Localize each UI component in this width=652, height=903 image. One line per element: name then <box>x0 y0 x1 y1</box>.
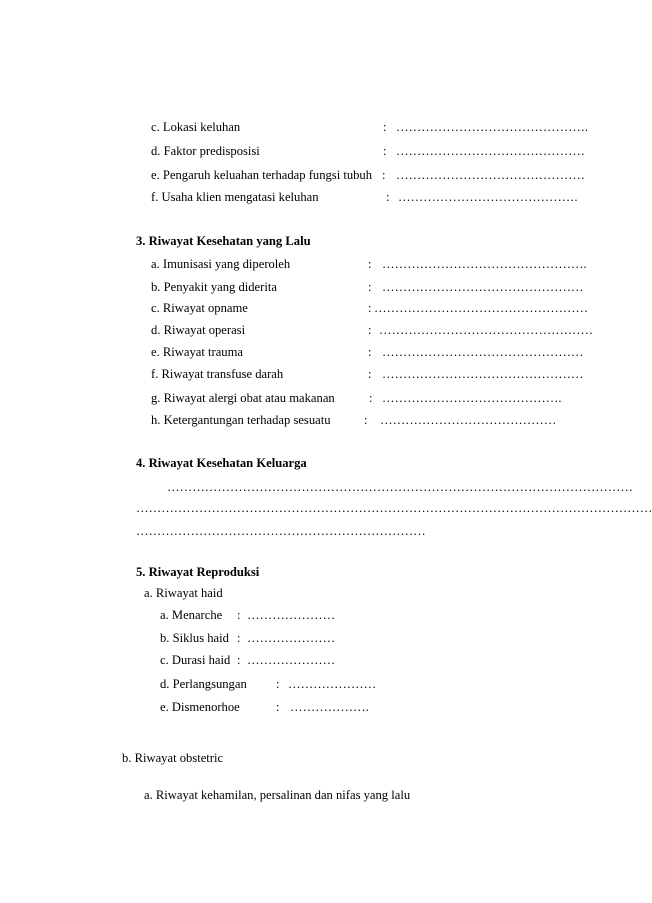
ketergantungan-dots: …………………………………… <box>380 413 557 427</box>
usaha-klien-colon: : <box>386 190 390 204</box>
penyakit-colon: : <box>368 280 372 294</box>
menarche-dots: ………………… <box>247 608 336 622</box>
trauma-label: e. Riwayat trauma <box>151 345 243 359</box>
faktor-predisposisi-colon: : <box>383 144 387 158</box>
faktor-predisposisi-label: d. Faktor predisposisi <box>151 144 260 158</box>
durasi-haid-label: c. Durasi haid <box>160 653 231 667</box>
usaha-klien-dots: ……………………………………. <box>398 190 578 204</box>
dismenorhoe-dots: ………………. <box>290 700 369 714</box>
opname-dots: …………………………………………… <box>374 301 589 315</box>
usaha-klien-label: f. Usaha klien mengatasi keluhan <box>151 190 319 204</box>
imunisasi-colon: : <box>368 257 372 271</box>
faktor-predisposisi-dots: ……………………………………… <box>396 144 585 158</box>
riwayat-haid-label: a. Riwayat haid <box>144 586 223 600</box>
alergi-label: g. Riwayat alergi obat atau makanan <box>151 391 335 405</box>
operasi-label: d. Riwayat operasi <box>151 323 246 337</box>
menarche-colon: : <box>237 608 241 622</box>
trauma-colon: : <box>368 345 372 359</box>
keluarga-dots-line-3: …………………………………………………………… <box>136 524 426 538</box>
riwayat-obstetric-heading: b. Riwayat obstetric <box>122 751 224 765</box>
perlangsungan-label: d. Perlangsungan <box>160 677 247 691</box>
keluarga-dots-line-2: …………………………………………………………………………………………………………… <box>136 501 652 515</box>
perlangsungan-colon: : <box>276 677 280 691</box>
penyakit-dots: ………………………………………… <box>382 280 584 294</box>
alergi-dots: ……………………………………. <box>382 391 562 405</box>
pengaruh-keluhan-colon: : <box>382 168 386 182</box>
siklus-haid-label: b. Siklus haid <box>160 631 229 645</box>
ketergantungan-label: h. Ketergantungan terhadap sesuatu <box>151 413 331 427</box>
ketergantungan-colon: : <box>364 413 368 427</box>
trauma-dots: ………………………………………… <box>382 345 584 359</box>
transfuse-dots: ………………………………………… <box>382 367 584 381</box>
imunisasi-label: a. Imunisasi yang diperoleh <box>151 257 291 271</box>
dismenorhoe-label: e. Dismenorhoe <box>160 700 240 714</box>
section-5-heading: 5. Riwayat Reproduksi <box>136 565 260 579</box>
transfuse-colon: : <box>368 367 372 381</box>
operasi-dots: …………………………………………… <box>379 323 594 337</box>
perlangsungan-dots: ………………… <box>288 677 377 691</box>
menarche-label: a. Menarche <box>160 608 223 622</box>
section-3-heading: 3. Riwayat Kesehatan yang Lalu <box>136 234 311 248</box>
siklus-haid-colon: : <box>237 631 241 645</box>
operasi-colon: : <box>368 323 372 337</box>
dismenorhoe-colon: : <box>276 700 280 714</box>
lokasi-keluhan-colon: : <box>383 120 387 134</box>
pengaruh-keluhan-dots: ……………………………………… <box>396 168 585 182</box>
transfuse-label: f. Riwayat transfuse darah <box>151 367 284 381</box>
durasi-haid-dots: ………………… <box>247 653 336 667</box>
durasi-haid-colon: : <box>237 653 241 667</box>
imunisasi-dots: …………………………………………. <box>382 257 587 271</box>
keluarga-dots-line-1: ………………………………………………………………………………………………… <box>167 480 633 494</box>
opname-colon: : <box>368 301 372 315</box>
siklus-haid-dots: ………………… <box>247 631 336 645</box>
penyakit-label: b. Penyakit yang diderita <box>151 280 277 294</box>
lokasi-keluhan-label: c. Lokasi keluhan <box>151 120 241 134</box>
riwayat-kehamilan-label: a. Riwayat kehamilan, persalinan dan nifas yang lalu <box>144 788 411 802</box>
lokasi-keluhan-dots: ………………………………………. <box>396 120 589 134</box>
pengaruh-keluhan-label: e. Pengaruh keluahan terhadap fungsi tubuh <box>151 168 373 182</box>
opname-label: c. Riwayat opname <box>151 301 248 315</box>
section-4-heading: 4. Riwayat Kesehatan Keluarga <box>136 456 307 470</box>
alergi-colon: : <box>369 391 373 405</box>
